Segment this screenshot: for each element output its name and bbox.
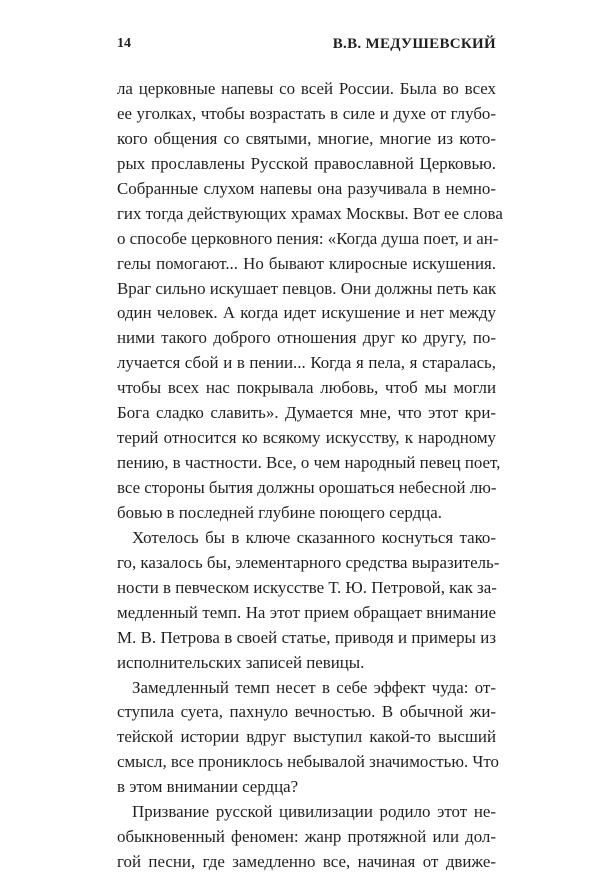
text-line: чтобы всех нас покрывала любовь, чтоб мы могли — [117, 378, 496, 398]
text-line: рых прославлены Русской православной Церковью. — [117, 153, 496, 173]
paragraph — [117, 676, 499, 801]
text-line: ступила суета, пахнуло вечностью. В обычной жи- — [117, 702, 496, 722]
text-line: гих тогда действующих храмах Москвы. Вот ее слова — [117, 203, 503, 223]
text-line: гелы помогают... Но бывают клиросные искушения. — [117, 253, 496, 273]
text-line: терий относится ко всякому искусству, к народному — [117, 428, 496, 448]
body-text — [117, 77, 503, 875]
text-line: Замедленный темп несет в себе эффект чуда: от- — [132, 677, 496, 697]
paragraph — [117, 77, 503, 526]
text-line: го, казалось бы, элементарного средства выразитель- — [117, 552, 500, 572]
text-line: все стороны бытия должны орошаться небесной лю- — [117, 478, 497, 497]
text-line: тейской истории вдруг выступил какой-то высший — [117, 727, 496, 747]
page-number: 14 — [117, 36, 131, 51]
text-line: в этом внимании сердца? — [117, 777, 299, 797]
text-line: Враг сильно искушает певцов. Они должны петь как — [117, 278, 497, 298]
paragraph — [117, 800, 496, 875]
text-line: Хотелось бы в ключе сказанного коснуться тако- — [132, 527, 496, 547]
text-line: гой песни, где замедленно все, начиная от движе- — [117, 852, 496, 872]
text-line: бовью в последней глубине поющего сердца. — [117, 502, 442, 522]
text-line: обыкновенный феномен: жанр протяжной или дол- — [117, 827, 496, 847]
text-line: лучается сбой и в пении... Когда я пела, я старалась, — [117, 353, 496, 373]
text-line: ее уголках, чтобы возрастать в силе и духе от глубо- — [117, 103, 496, 123]
running-title: В.В. МЕДУШЕВСКИЙ — [332, 36, 496, 52]
text-line: исполнительских записей певицы. — [117, 652, 365, 672]
text-line: смысл, все прониклось небывалой значимостью. Что — [117, 752, 499, 772]
running-head — [117, 36, 496, 56]
text-line: о способе церковного пения: «Когда душа поет, и ан- — [117, 228, 499, 248]
text-line: Бога сладко славить». Думается мне, что этот кри- — [117, 403, 496, 423]
text-line: Призвание русской цивилизации родило этот не- — [132, 802, 496, 822]
text-line: ними такого доброго отношения друг ко другу, по- — [117, 328, 496, 348]
text-line: Собранные слухом напевы она разучивала в немно- — [117, 178, 496, 198]
text-line: медленный темп. На этот прием обращает внимание — [117, 602, 496, 622]
text-line: пению, в частности. Все, о чем народный певец поет, — [117, 453, 501, 473]
paragraph — [117, 526, 500, 676]
text-line: ла церковные напевы со всей России. Была во всех — [117, 79, 496, 98]
text-line: один человек. А когда идет искушение и нет между — [117, 303, 496, 323]
text-line: М. В. Петрова в своей статье, приводя и примеры из — [117, 627, 496, 647]
text-line: кого общения со святыми, многие, многие из кото- — [117, 128, 496, 148]
text-line: ности в певческом искусстве Т. Ю. Петровой, как за- — [117, 577, 497, 597]
